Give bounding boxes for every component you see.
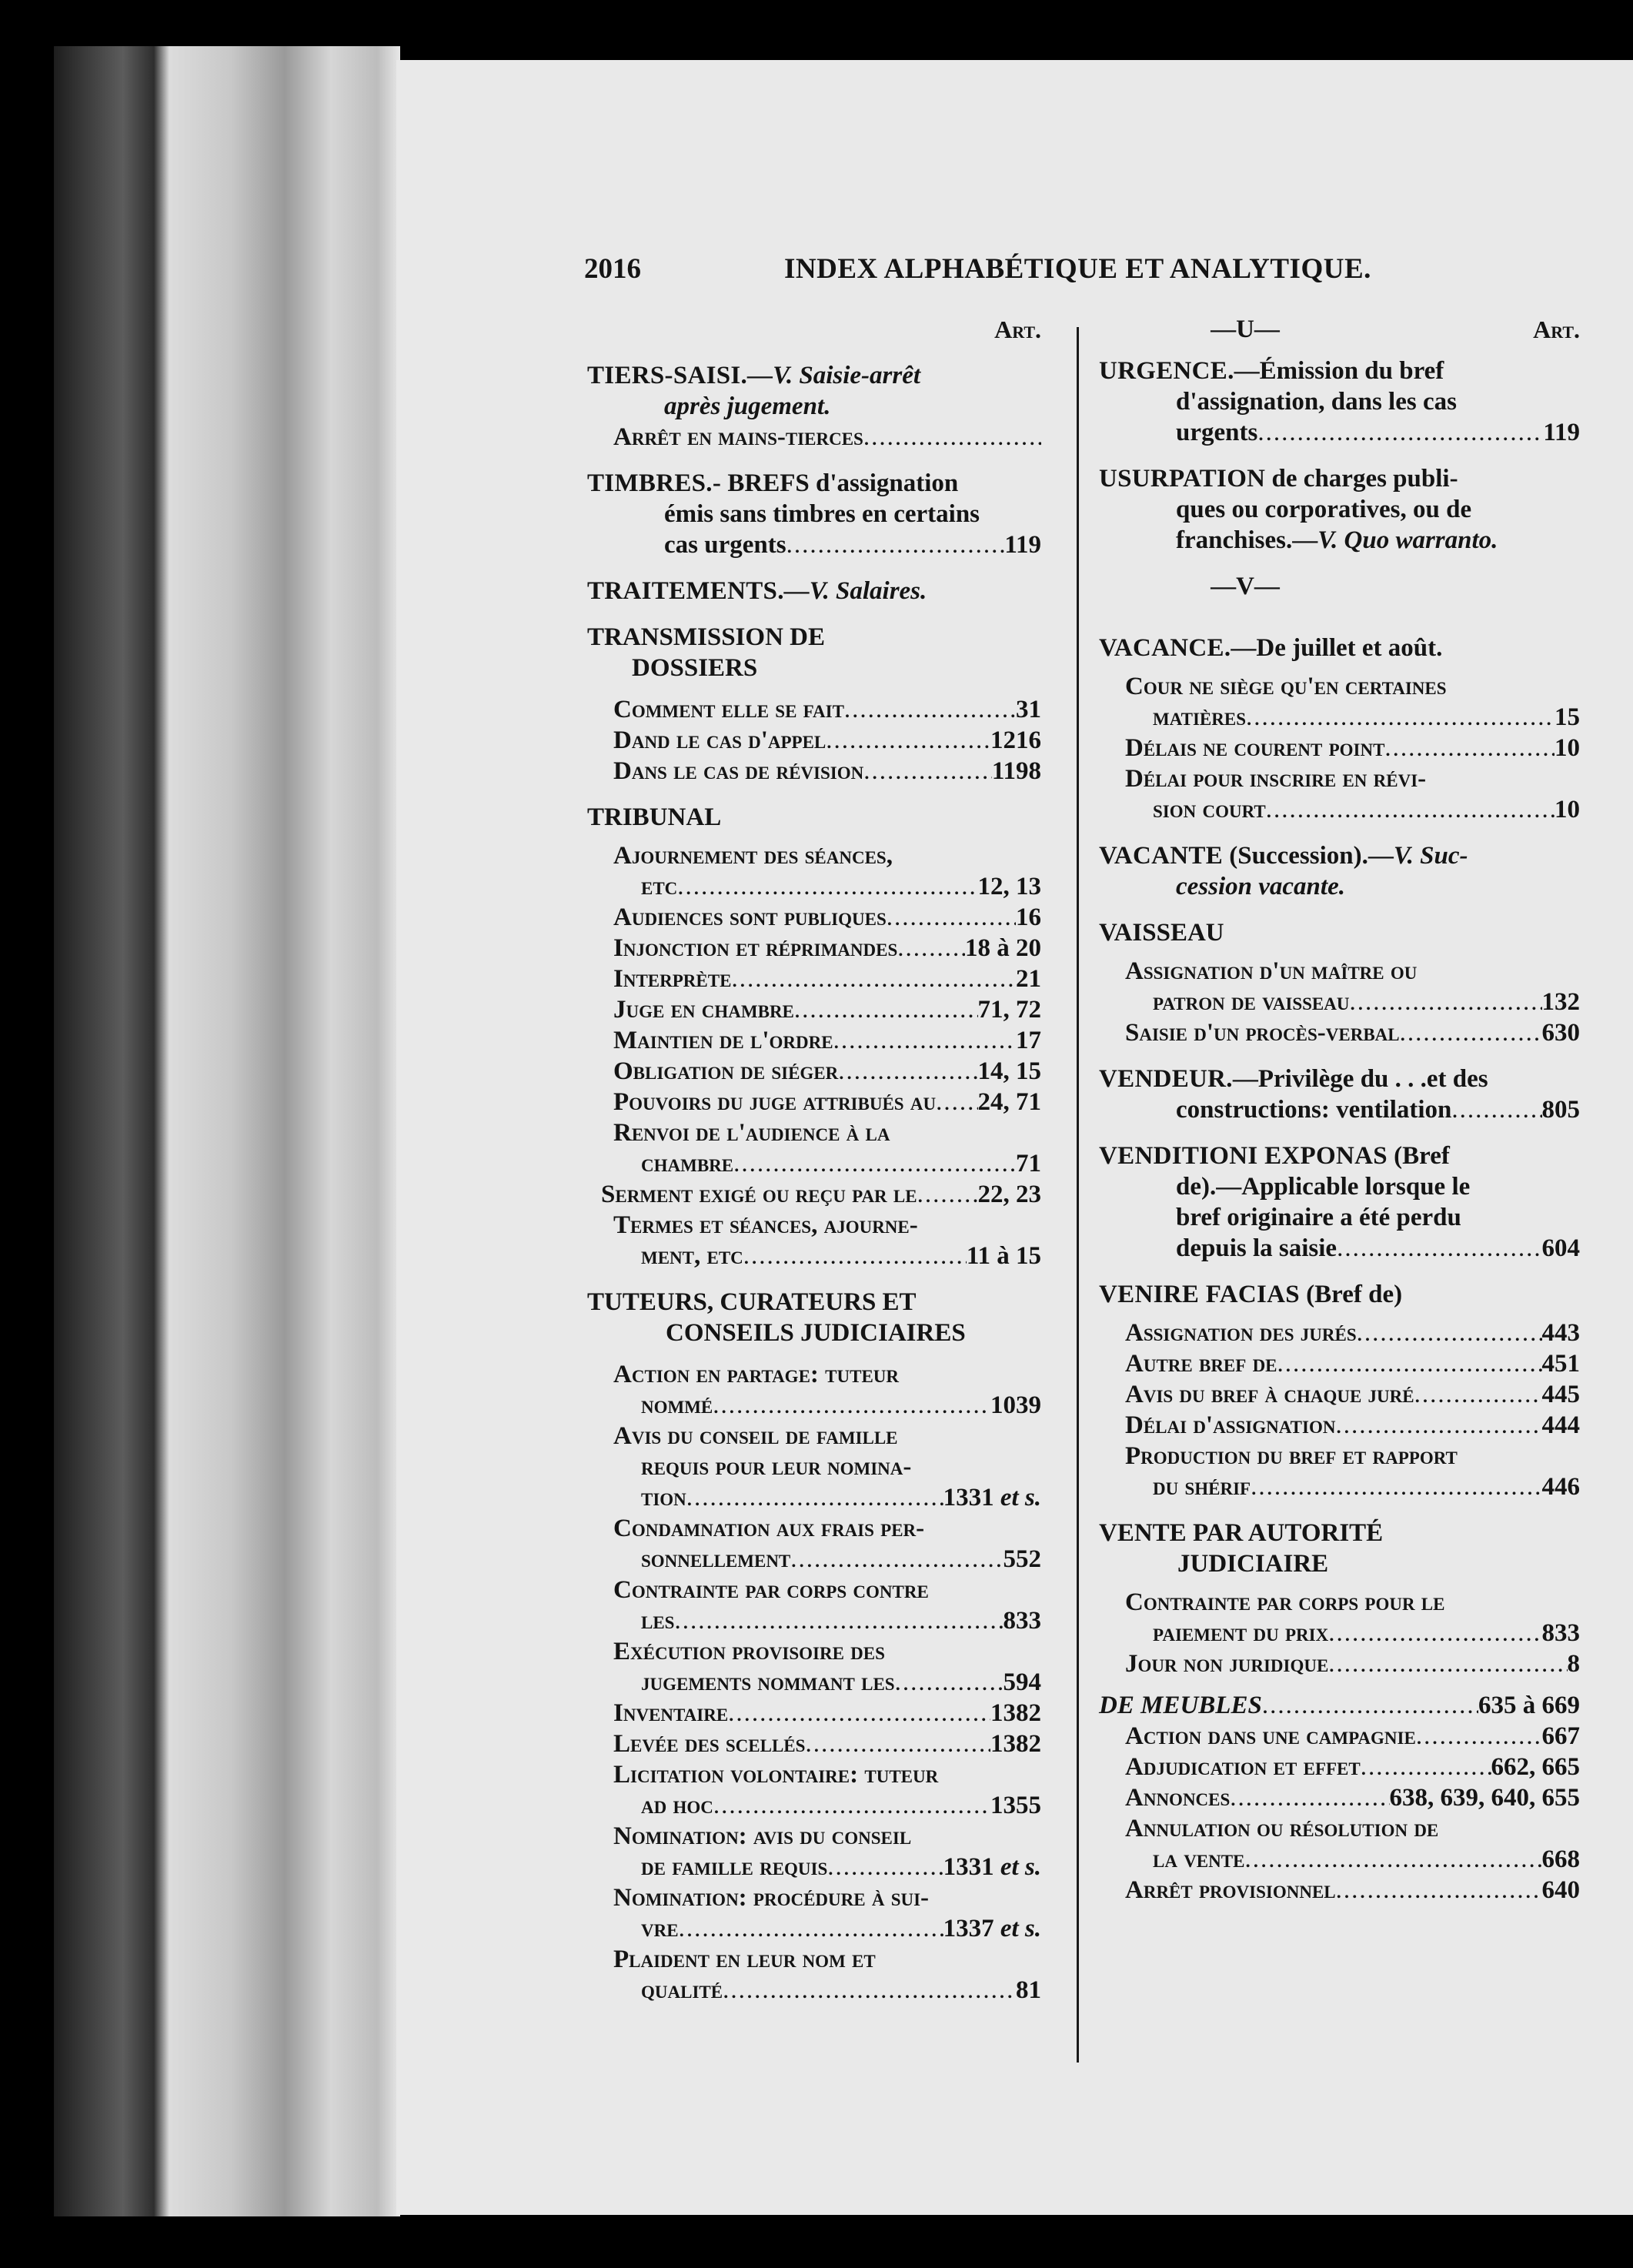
book-page-edges — [54, 46, 400, 2216]
entry-traitements: TRAITEMENTS.—V. Salaires. — [587, 577, 927, 605]
sub-entry: Production du bref et rapport — [1125, 1442, 1458, 1470]
sub-entry: Délai pour inscrire en révi- — [1125, 765, 1427, 793]
sub-entry: Injonction et réprimandes ..... 18 à 20 — [587, 933, 1041, 964]
left-column — [587, 314, 1041, 2006]
art-column-label: Art. — [994, 316, 1041, 343]
entry-vaisseau: VAISSEAU Assignation d'un maître ou patron de vaisseau ..... 132 Saisie d'un procès-verbal ..... 630 — [1099, 917, 1580, 1048]
entry-reference-cont: après jugement. — [664, 392, 831, 420]
sub-entry: Nomination: avis du conseil — [613, 1822, 912, 1850]
sub-entry: Adjudication et effet ..... 662, 665 — [1099, 1752, 1580, 1782]
sub-entry: Nomination: procédure à sui- — [613, 1884, 930, 1912]
sub-entry: Pouvoirs du juge attribués au ..... 24, 71 — [587, 1087, 1041, 1117]
entry-heading: TIMBRES.- — [587, 469, 722, 497]
sub-entry: Jour non juridique ..... 8 — [1099, 1648, 1580, 1679]
sub-entry: Autre bref de ..... 451 — [1099, 1348, 1580, 1379]
art-column-label: Art. — [1533, 316, 1580, 343]
entry-venire: VENIRE FACIAS (Bref de) Assignation des jurés ..... 443 Autre bref de ..... 451 Avis du bref à chaque juré ..... 445 Délai d'assignation ..... 444 Production du bref et rapport du shérif ..... 446 — [1099, 1279, 1580, 1502]
entry-vente: VENTE PAR AUTORITÉ JUDICIAIRE Contrainte par corps pour le paiement du prix ..... 833 Jour non juridique ..... 8 DE MEUBLES ..... 635 à 669 Action dans une campagnie ..... 667 Adjudication et effet ..... 662, 665 Annonces ..... 638, 639, 640, 655 Annulation ou résolution de la vente ..... 668 Arrêt provisionnel ..... 640 — [1099, 1518, 1580, 1906]
entry-heading: VENTE PAR AUTORITÉ — [1099, 1519, 1384, 1547]
sub-entry: Cour ne siège qu'en certaines — [1125, 673, 1447, 700]
entry-heading: VAISSEAU — [1099, 919, 1224, 947]
sub-entry: Assignation des jurés ..... 443 — [1099, 1318, 1580, 1348]
entry-vendeur: VENDEUR.—Privilège du . . .et des constructions: ventilation ..... 805 — [1099, 1064, 1580, 1125]
sub-entry: Avis du conseil de famille — [613, 1422, 898, 1450]
sub-entry: Exécution provisoire des — [613, 1638, 885, 1665]
entry-timbres: TIMBRES.- BREFS d'assignation émis sans timbres en certains cas urgents ..... 119 — [587, 468, 1041, 560]
sub-entry: Audiences sont publiques ..... 16 — [587, 902, 1041, 933]
sub-entry: Délai d'assignation ..... 444 — [1099, 1410, 1580, 1441]
sub-entry: Maintien de l'ordre ..... 17 — [587, 1025, 1041, 1056]
sub-entry: Arrêt provisionnel ..... 640 — [1099, 1875, 1580, 1906]
entry-transmission: TRANSMISSION DE DOSSIERS Comment elle se fait ..... 31 Dand le cas d'appel ..... 1216 Dans le cas de révision ..... 1198 — [587, 622, 1041, 787]
sub-entry: Annulation ou résolution de — [1125, 1815, 1439, 1842]
entry-vacance: VACANCE.—De juillet et août. Cour ne siège qu'en certaines matières ..... 15 Délais ne courent point ..... 10 Délai pour inscrire en révi- sion court ..... 10 — [1099, 633, 1580, 825]
right-column — [1099, 314, 1580, 1906]
entry-tiers-saisi — [587, 360, 1041, 453]
sub-entry: Avis du bref à chaque juré ..... 445 — [1099, 1379, 1580, 1410]
entry-heading: TRIBUNAL — [587, 803, 722, 831]
entry-heading: TUTEURS, CURATEURS ET — [587, 1288, 917, 1316]
sub-entry: Annonces ..... 638, 639, 640, 655 — [1099, 1782, 1580, 1813]
sub-entry: Action en partage: tuteur — [613, 1361, 900, 1388]
entry-heading: TRAITEMENTS. — [587, 577, 784, 605]
sub-entry: Dand le cas d'appel ..... 1216 — [587, 725, 1041, 756]
sub-entry: Arrêt en mains-tierces ..... — [587, 422, 1041, 453]
entry-heading: TIERS-SAISI. — [587, 362, 748, 389]
letter-heading-u: —U— — [1211, 316, 1280, 343]
sub-entry: Action dans une campagnie ..... 667 — [1099, 1721, 1580, 1752]
sub-entry: Délais ne courent point ..... 10 — [1099, 733, 1580, 763]
entry-heading: VACANTE — [1099, 842, 1224, 870]
entry-usurpation: USURPATION de charges publi- ques ou corporatives, ou de franchises.—V. Quo warranto. — [1099, 465, 1498, 554]
sub-entry: Licitation volontaire: tuteur — [613, 1761, 939, 1789]
sub-entry: Serment exigé ou reçu par le ..... 22, 23 — [587, 1179, 1041, 1210]
entry-heading: VENDEUR. — [1099, 1065, 1233, 1093]
entry-tribunal: TRIBUNAL Ajournement des séances, etc ..... 12, 13 Audiences sont publiques ..... 16 Injonction et réprimandes ..... 18 à 20 Interprète ..... 21 Juge en chambre ..... 71, 72 Maintien de l'ordre ..... 17 Obligation de siéger ..... 14, 15 Pouvoirs du juge attribués au ..... 24, 71 Renvoi de l'audience à la chambre ..... 71 Serment exigé ou reçu par le ..... 22, 23 Termes et séances, ajourne- ment, etc ..... 11 à 15 — [587, 802, 1041, 1271]
entry-venditioni: VENDITIONI EXPONAS (Bref de).—Applicable lorsque le bref originaire a été perdu depuis la saisie ..... 604 — [1099, 1141, 1580, 1264]
entry-heading: TRANSMISSION DE — [587, 623, 825, 651]
sub-entry: Termes et séances, ajourne- — [613, 1211, 918, 1239]
column-divider — [1077, 327, 1079, 2063]
entry-heading: URGENCE. — [1099, 357, 1234, 385]
entry-heading: USURPATION — [1099, 465, 1266, 493]
letter-heading-v: —V— — [1211, 573, 1280, 600]
page-header — [396, 252, 1633, 299]
sub-entry: Dans le cas de révision ..... 1198 — [587, 756, 1041, 787]
sub-entry: Interprète ..... 21 — [587, 964, 1041, 994]
sub-entry: Inventaire ..... 1382 — [587, 1698, 1041, 1729]
sub-entry: Contrainte par corps contre — [613, 1576, 929, 1604]
index-page — [396, 60, 1633, 2215]
entry-heading: VENDITIONI EXPONAS — [1099, 1142, 1388, 1170]
page-title: INDEX ALPHABÉTIQUE ET ANALYTIQUE. — [784, 253, 1371, 285]
sub-entry: Saisie d'un procès-verbal ..... 630 — [1099, 1017, 1580, 1048]
entry-vacante: VACANTE (Succession).—V. Suc- cession vacante. — [1099, 842, 1468, 900]
entry-tuteurs: TUTEURS, CURATEURS ET CONSEILS JUDICIAIRES Action en partage: tuteur nommé ..... 1039 Avis du conseil de famille requis pour leur nomina- tion ..... 1331 et s. Condamnation aux frais per- sonnellement ..... 552 Contrainte par corps contre les ..... 833 Exécution provisoire des jugements nommant les ..... 594 Inventaire ..... 1382 Levée des scellés ..... 1382 Licitation volontaire: tuteur ad hoc ..... 1355 Nomination: avis du conseil de famille requis ..... 1331 et s. Nomination: procédure à sui- vre ..... 1337 et s. Plaident en leur nom et qualité ..... 81 — [587, 1287, 1041, 2006]
sub-entry: Comment elle se fait ..... 31 — [587, 694, 1041, 725]
sub-entry: Levée des scellés ..... 1382 — [587, 1729, 1041, 1759]
sub-entry: Condamnation aux frais per- — [613, 1515, 925, 1542]
sub-entry: Assignation d'un maître ou — [1125, 957, 1418, 985]
sub-entry: Ajournement des séances, — [613, 842, 893, 870]
entry-reference: —V. Saisie-arrêt — [747, 362, 921, 389]
sub-entry: Contrainte par corps pour le — [1125, 1588, 1445, 1616]
sub-heading-de-meubles: DE MEUBLES ..... 635 à 669 — [1099, 1690, 1580, 1721]
entry-urgence: URGENCE.—Émission du bref d'assignation, dans les cas urgents ..... 119 — [1099, 356, 1580, 448]
sub-entry: Plaident en leur nom et — [613, 1946, 876, 1973]
entry-heading: VACANCE. — [1099, 634, 1231, 662]
sub-entry: Obligation de siéger ..... 14, 15 — [587, 1056, 1041, 1087]
entry-heading: VENIRE FACIAS — [1099, 1281, 1300, 1308]
sub-entry: Juge en chambre ..... 71, 72 — [587, 994, 1041, 1025]
page-number: 2016 — [584, 253, 641, 285]
sub-entry: Renvoi de l'audience à la — [613, 1119, 890, 1147]
